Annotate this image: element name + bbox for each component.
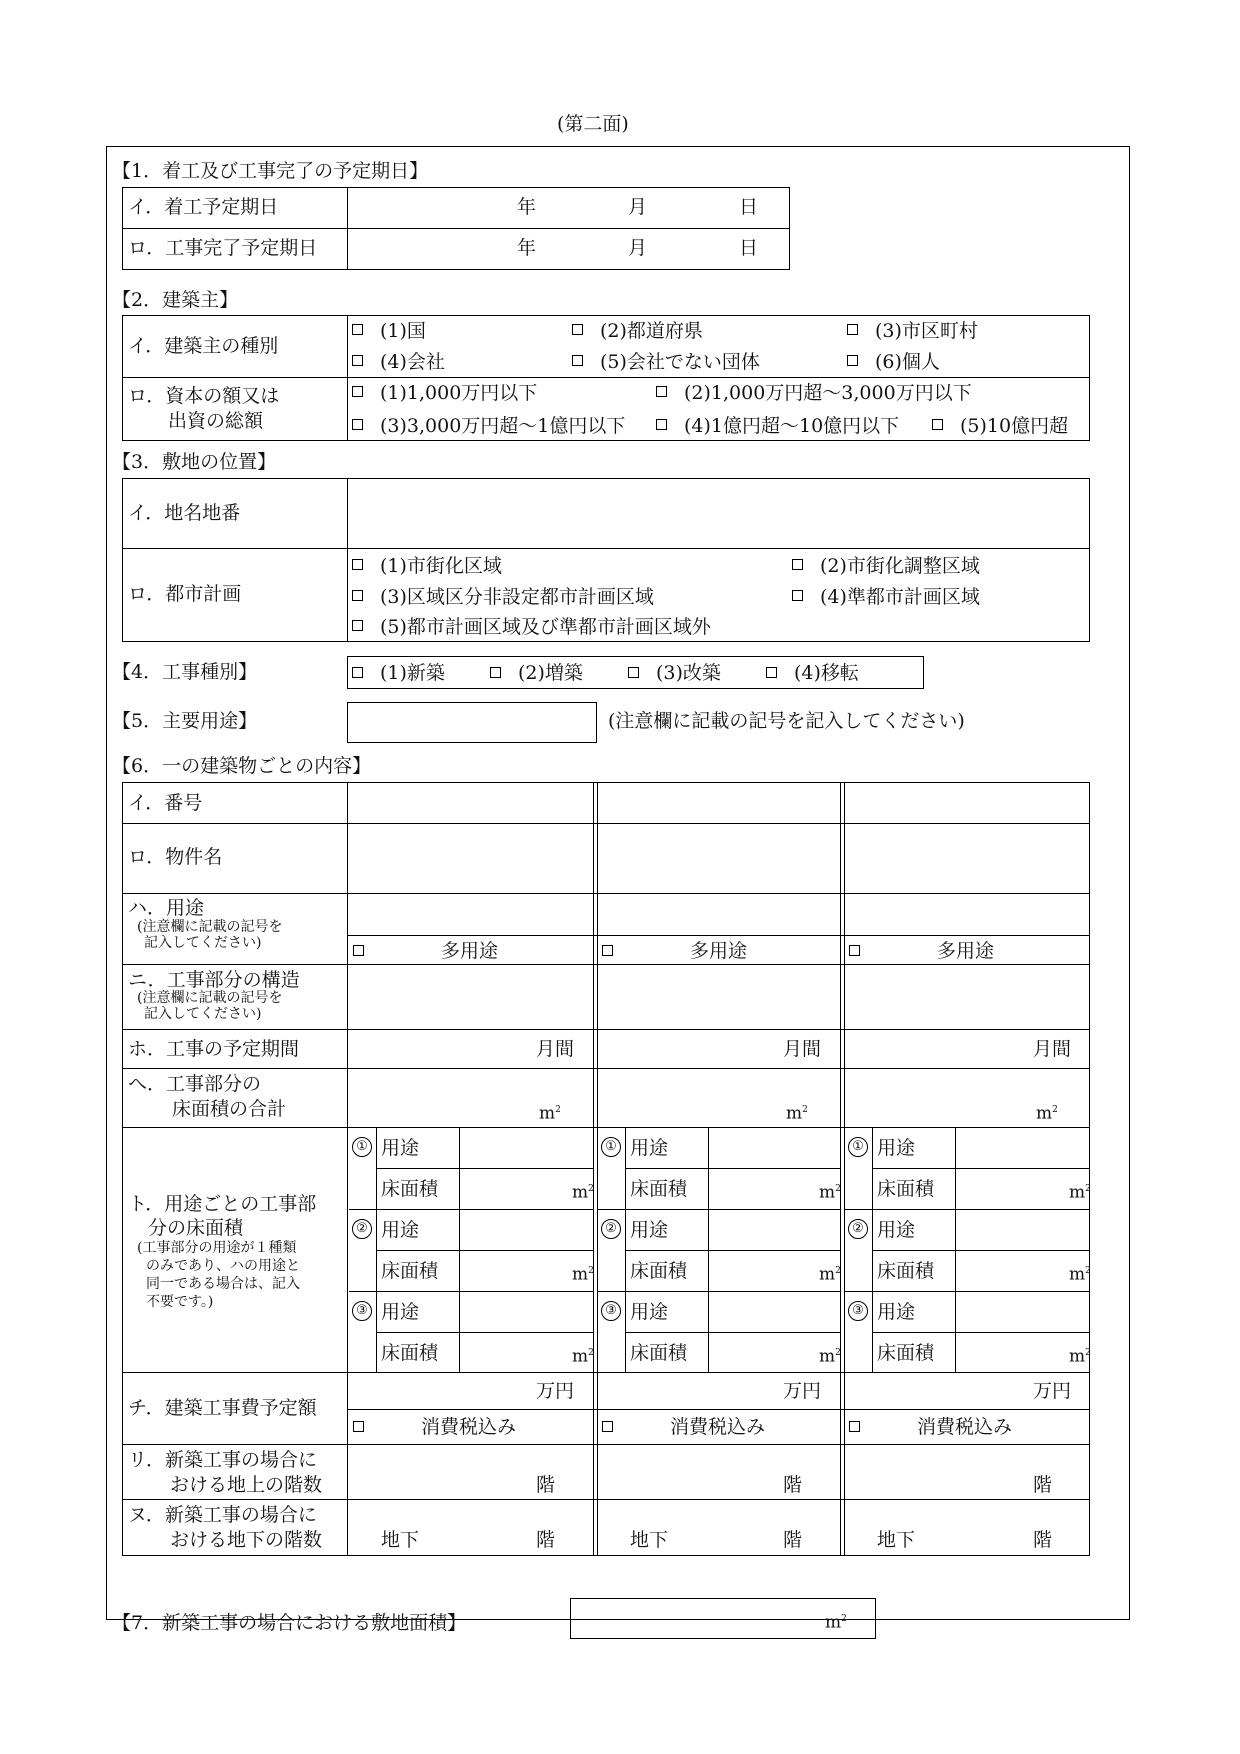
capital-5-label: (5)10億円超 — [960, 415, 1069, 437]
building3-area-2-unit: $m^2$ — [1069, 1264, 1091, 1285]
building2-multi-use-checkbox[interactable] — [602, 945, 613, 956]
owner-type-national-label: (1)国 — [380, 320, 426, 342]
building2-property-name-field[interactable] — [598, 825, 840, 892]
building3-above-ground-floors-field[interactable] — [845, 1446, 1030, 1498]
completion-date-field[interactable] — [349, 230, 788, 268]
area-by-use-label-line2: 分の床面積 — [148, 1217, 244, 1239]
city-plan-urbanization-label: (1)市街化区域 — [380, 555, 502, 577]
building1-use-field[interactable] — [349, 895, 593, 934]
building1-use-3-marker: ③ — [352, 1301, 372, 1321]
city-plan-urbanization-checkbox[interactable] — [352, 559, 363, 570]
structure-label: ニ．工事部分の構造 — [128, 969, 300, 991]
owner-type-municipality-checkbox[interactable] — [847, 324, 858, 335]
completion-month-unit: 月 — [628, 237, 648, 259]
building1-area-2-label: 床面積 — [381, 1260, 439, 1282]
city-plan-label: ロ．都市計画 — [128, 583, 242, 605]
building3-area-1-unit: $m^2$ — [1069, 1182, 1091, 1203]
capital-label-line1: ロ．資本の額又は — [128, 385, 280, 407]
city-plan-quasi-label: (4)準都市計画区域 — [820, 586, 980, 608]
city-plan-undivided-checkbox[interactable] — [352, 590, 363, 601]
building2-cost-field[interactable] — [598, 1374, 780, 1408]
capital-1-label: (1)1,000万円以下 — [380, 382, 538, 404]
building2-area-3-field[interactable] — [710, 1334, 817, 1372]
owner-type-label: イ．建築主の種別 — [128, 335, 279, 357]
section3-title: 【3．敷地の位置】 — [112, 451, 277, 473]
city-plan-control-checkbox[interactable] — [792, 559, 803, 570]
building3-use-1-label: 用途 — [877, 1137, 916, 1159]
building2-total-area-unit: $m^2$ — [786, 1103, 808, 1124]
page-label: (第二面) — [557, 113, 629, 135]
city-plan-outside-checkbox[interactable] — [352, 620, 363, 631]
city-plan-quasi-checkbox[interactable] — [792, 590, 803, 601]
capital-1-checkbox[interactable] — [352, 386, 363, 397]
building-use-label: ハ．用途 — [128, 897, 205, 919]
building1-basement-floors-field[interactable] — [429, 1501, 533, 1555]
building3-use-3-label: 用途 — [877, 1301, 916, 1323]
start-date-label: イ．着工予定期日 — [128, 196, 279, 218]
building2-area-1-label: 床面積 — [630, 1178, 688, 1200]
building2-area-1-field[interactable] — [710, 1170, 817, 1208]
building3-tax-included-label: 消費税込み — [917, 1416, 1013, 1438]
capital-4-checkbox[interactable] — [656, 419, 667, 430]
owner-type-individual-label: (6)個人 — [875, 351, 940, 373]
building1-area-1-field[interactable] — [461, 1170, 570, 1208]
building3-multi-use-checkbox[interactable] — [849, 945, 860, 956]
building1-basement-label: 地下 — [381, 1529, 420, 1551]
building2-work-period-field[interactable] — [598, 1031, 780, 1067]
building1-area-3-field[interactable] — [461, 1334, 570, 1372]
building1-months-unit: 月間 — [536, 1038, 575, 1060]
building1-area-3-unit: $m^2$ — [572, 1346, 594, 1367]
building2-above-ground-floor-unit: 階 — [783, 1474, 803, 1496]
building3-work-period-field[interactable] — [845, 1031, 1030, 1067]
building1-total-area-unit: $m^2$ — [539, 1103, 561, 1124]
building2-months-unit: 月間 — [783, 1038, 822, 1060]
section2-title: 【2．建築主】 — [112, 289, 239, 311]
building1-area-1-label: 床面積 — [381, 1178, 439, 1200]
completion-day-unit: 日 — [739, 237, 759, 259]
building3-cost-field[interactable] — [845, 1374, 1030, 1408]
owner-type-municipality-label: (3)市区町村 — [875, 320, 978, 342]
main-use-note: (注意欄に記載の記号を記入してください) — [608, 710, 965, 732]
building2-use-3-field[interactable] — [710, 1293, 838, 1331]
city-plan-control-label: (2)市街化調整区域 — [820, 555, 980, 577]
building3-structure-field[interactable] — [845, 966, 1090, 1028]
owner-type-non-company-checkbox[interactable] — [572, 355, 583, 366]
building2-use-3-label: 用途 — [630, 1301, 669, 1323]
building2-above-ground-floors-field[interactable] — [598, 1446, 780, 1498]
capital-4-label: (4)1億円超〜10億円以下 — [684, 415, 900, 437]
building3-above-ground-floor-unit: 階 — [1033, 1474, 1053, 1496]
building2-multi-use-label: 多用途 — [690, 940, 748, 962]
start-date-field[interactable] — [349, 189, 788, 227]
owner-type-prefecture-label: (2)都道府県 — [600, 320, 703, 342]
work-kind-new-label: (1)新築 — [380, 662, 445, 684]
capital-2-checkbox[interactable] — [656, 386, 667, 397]
owner-type-company-checkbox[interactable] — [352, 355, 363, 366]
building2-use-2-label: 用途 — [630, 1219, 669, 1241]
capital-label-line2: 出資の総額 — [168, 410, 264, 432]
completion-date-label: ロ．工事完了予定期日 — [128, 237, 318, 259]
work-period-label: ホ．工事の予定期間 — [128, 1038, 300, 1060]
building3-use-2-label: 用途 — [877, 1219, 916, 1241]
building1-work-period-field[interactable] — [349, 1031, 533, 1067]
section4-title: 【4．工事種別】 — [112, 661, 258, 683]
owner-type-individual-checkbox[interactable] — [847, 355, 858, 366]
building3-area-3-field[interactable] — [957, 1334, 1067, 1372]
building3-area-3-label: 床面積 — [877, 1342, 935, 1364]
completion-year-unit: 年 — [517, 237, 537, 259]
basement-floors-label-line1: ヌ．新築工事の場合に — [128, 1504, 317, 1526]
building2-total-area-field[interactable] — [598, 1070, 780, 1126]
building3-area-2-field[interactable] — [957, 1252, 1067, 1290]
building2-use-1-field[interactable] — [710, 1129, 838, 1167]
capital-3-label: (3)3,000万円超〜1億円以下 — [380, 415, 626, 437]
building2-basement-floor-unit: 階 — [783, 1529, 803, 1551]
basement-floors-label-line2: おける地下の階数 — [170, 1529, 323, 1551]
building3-area-1-field[interactable] — [957, 1170, 1067, 1208]
building1-area-2-unit: $m^2$ — [572, 1264, 594, 1285]
building1-use-2-field[interactable] — [461, 1211, 591, 1249]
building2-basement-floors-field[interactable] — [678, 1501, 780, 1555]
building3-number-field[interactable] — [845, 784, 1090, 822]
building3-use-3-marker: ③ — [848, 1301, 868, 1321]
building2-yen-unit: 万円 — [783, 1380, 822, 1402]
work-kind-rebuild-label: (3)改築 — [656, 662, 721, 684]
area-by-use-note-line3: 同一である場合は、記入 — [146, 1276, 300, 1292]
building1-use-2-label: 用途 — [381, 1219, 420, 1241]
building3-area-3-unit: $m^2$ — [1069, 1346, 1091, 1367]
building1-structure-field[interactable] — [349, 966, 593, 1028]
building-number-label: イ．番号 — [128, 792, 203, 814]
start-day-unit: 日 — [739, 196, 759, 218]
building2-area-2-unit: $m^2$ — [819, 1264, 841, 1285]
city-plan-undivided-label: (3)区域区分非設定都市計画区域 — [380, 586, 654, 608]
work-kind-new-checkbox[interactable] — [352, 667, 363, 678]
building1-multi-use-checkbox[interactable] — [353, 945, 364, 956]
building1-property-name-field[interactable] — [349, 825, 593, 892]
total-area-label-line2: 床面積の合計 — [172, 1098, 287, 1120]
building2-number-field[interactable] — [598, 784, 840, 822]
building3-months-unit: 月間 — [1033, 1038, 1072, 1060]
building1-multi-use-label: 多用途 — [441, 940, 499, 962]
building3-use-1-field[interactable] — [957, 1129, 1088, 1167]
above-ground-floors-label-line1: リ．新築工事の場合に — [128, 1449, 318, 1471]
work-kind-relocation-label: (4)移転 — [794, 662, 859, 684]
section5-title: 【5．主要用途】 — [112, 710, 258, 732]
section7-title: 【7．新築工事の場合における敷地面積】 — [112, 1612, 467, 1634]
building2-area-2-label: 床面積 — [630, 1260, 688, 1282]
building3-basement-floors-field[interactable] — [925, 1501, 1030, 1555]
building3-tax-included-checkbox[interactable] — [849, 1421, 860, 1432]
total-area-label-line1: へ．工事部分の — [128, 1073, 262, 1095]
building2-area-1-unit: $m^2$ — [819, 1182, 841, 1203]
building2-area-3-unit: $m^2$ — [819, 1346, 841, 1367]
building3-yen-unit: 万円 — [1033, 1380, 1072, 1402]
building-use-note-line2: 記入してください) — [144, 935, 262, 951]
city-plan-outside-label: (5)都市計画区域及び準都市計画区域外 — [380, 616, 711, 638]
building3-use-2-field[interactable] — [957, 1211, 1088, 1249]
building-use-note-line1: (注意欄に記載の記号を — [137, 919, 283, 935]
building3-basement-floor-unit: 階 — [1033, 1529, 1053, 1551]
area-by-use-note-line2: のみであり、ハの用途と — [146, 1258, 300, 1274]
building3-total-area-unit: $m^2$ — [1036, 1103, 1058, 1124]
construction-cost-label: チ．建築工事費予定額 — [128, 1397, 317, 1419]
building2-use-3-marker: ③ — [601, 1301, 621, 1321]
address-label: イ．地名地番 — [128, 502, 241, 524]
building1-use-1-marker: ① — [352, 1137, 372, 1157]
section1-title: 【1．着工及び工事完了の予定期日】 — [112, 160, 429, 182]
capital-2-label: (2)1,000万円超〜3,000万円以下 — [684, 382, 972, 404]
building1-area-2-field[interactable] — [461, 1252, 570, 1290]
building2-basement-label: 地下 — [630, 1529, 669, 1551]
building3-use-3-field[interactable] — [957, 1293, 1088, 1331]
building2-tax-included-label: 消費税込み — [670, 1416, 766, 1438]
building2-use-1-marker: ① — [601, 1137, 621, 1157]
building2-tax-included-checkbox[interactable] — [602, 1421, 613, 1432]
owner-type-national-checkbox[interactable] — [352, 324, 363, 335]
property-name-label: ロ．物件名 — [128, 846, 223, 868]
owner-type-non-company-label: (5)会社でない団体 — [600, 351, 760, 373]
building3-area-2-label: 床面積 — [877, 1260, 935, 1282]
building1-basement-floor-unit: 階 — [536, 1529, 556, 1551]
building3-basement-label: 地下 — [877, 1529, 916, 1551]
work-kind-extension-checkbox[interactable] — [490, 667, 501, 678]
building1-above-ground-floor-unit: 階 — [536, 1474, 556, 1496]
building2-use-2-field[interactable] — [710, 1211, 838, 1249]
building1-use-3-label: 用途 — [381, 1301, 420, 1323]
building1-cost-field[interactable] — [349, 1374, 533, 1408]
capital-3-checkbox[interactable] — [352, 419, 363, 430]
building2-area-2-field[interactable] — [710, 1252, 817, 1290]
structure-note-line2: 記入してください) — [144, 1006, 262, 1022]
building1-use-1-label: 用途 — [381, 1137, 420, 1159]
address-field[interactable] — [349, 480, 1088, 546]
building2-use-field[interactable] — [598, 895, 840, 934]
building3-property-name-field[interactable] — [845, 825, 1090, 892]
building2-use-2-marker: ② — [601, 1219, 621, 1239]
building1-area-1-unit: $m^2$ — [572, 1182, 594, 1203]
work-kind-relocation-checkbox[interactable] — [766, 667, 777, 678]
area-by-use-note-line4: 不要です。) — [146, 1294, 214, 1310]
start-month-unit: 月 — [628, 196, 648, 218]
main-use-field[interactable] — [347, 702, 597, 743]
section6-title: 【6．一の建築物ごとの内容】 — [112, 755, 372, 777]
building1-use-3-field[interactable] — [461, 1293, 591, 1331]
area-by-use-note-line1: (工事部分の用途が１種類 — [137, 1240, 297, 1256]
building1-above-ground-floors-field[interactable] — [349, 1446, 533, 1498]
building1-total-area-field[interactable] — [349, 1070, 533, 1126]
building3-use-2-marker: ② — [848, 1219, 868, 1239]
capital-5-checkbox[interactable] — [932, 419, 943, 430]
area-by-use-label-line1: ト．用途ごとの工事部 — [128, 1193, 317, 1215]
building3-area-1-label: 床面積 — [877, 1178, 935, 1200]
building3-total-area-field[interactable] — [845, 1070, 1030, 1126]
owner-type-prefecture-checkbox[interactable] — [572, 324, 583, 335]
building1-yen-unit: 万円 — [536, 1380, 575, 1402]
work-kind-rebuild-checkbox[interactable] — [628, 667, 639, 678]
building3-use-1-marker: ① — [848, 1137, 868, 1157]
building1-area-3-label: 床面積 — [381, 1342, 439, 1364]
building1-use-1-field[interactable] — [461, 1129, 591, 1167]
building2-use-1-label: 用途 — [630, 1137, 669, 1159]
building2-area-3-label: 床面積 — [630, 1342, 688, 1364]
work-kind-extension-label: (2)増築 — [518, 662, 583, 684]
site-area-unit: $m^2$ — [825, 1612, 847, 1633]
building1-number-field[interactable] — [349, 784, 593, 822]
building1-use-2-marker: ② — [352, 1219, 372, 1239]
building1-tax-included-checkbox[interactable] — [353, 1421, 364, 1432]
building2-structure-field[interactable] — [598, 966, 840, 1028]
building3-multi-use-label: 多用途 — [937, 940, 995, 962]
start-year-unit: 年 — [517, 196, 537, 218]
owner-type-company-label: (4)会社 — [380, 351, 445, 373]
building1-tax-included-label: 消費税込み — [421, 1416, 517, 1438]
structure-note-line1: (注意欄に記載の記号を — [137, 990, 283, 1006]
building3-use-field[interactable] — [845, 895, 1090, 934]
above-ground-floors-label-line2: おける地上の階数 — [170, 1474, 323, 1496]
